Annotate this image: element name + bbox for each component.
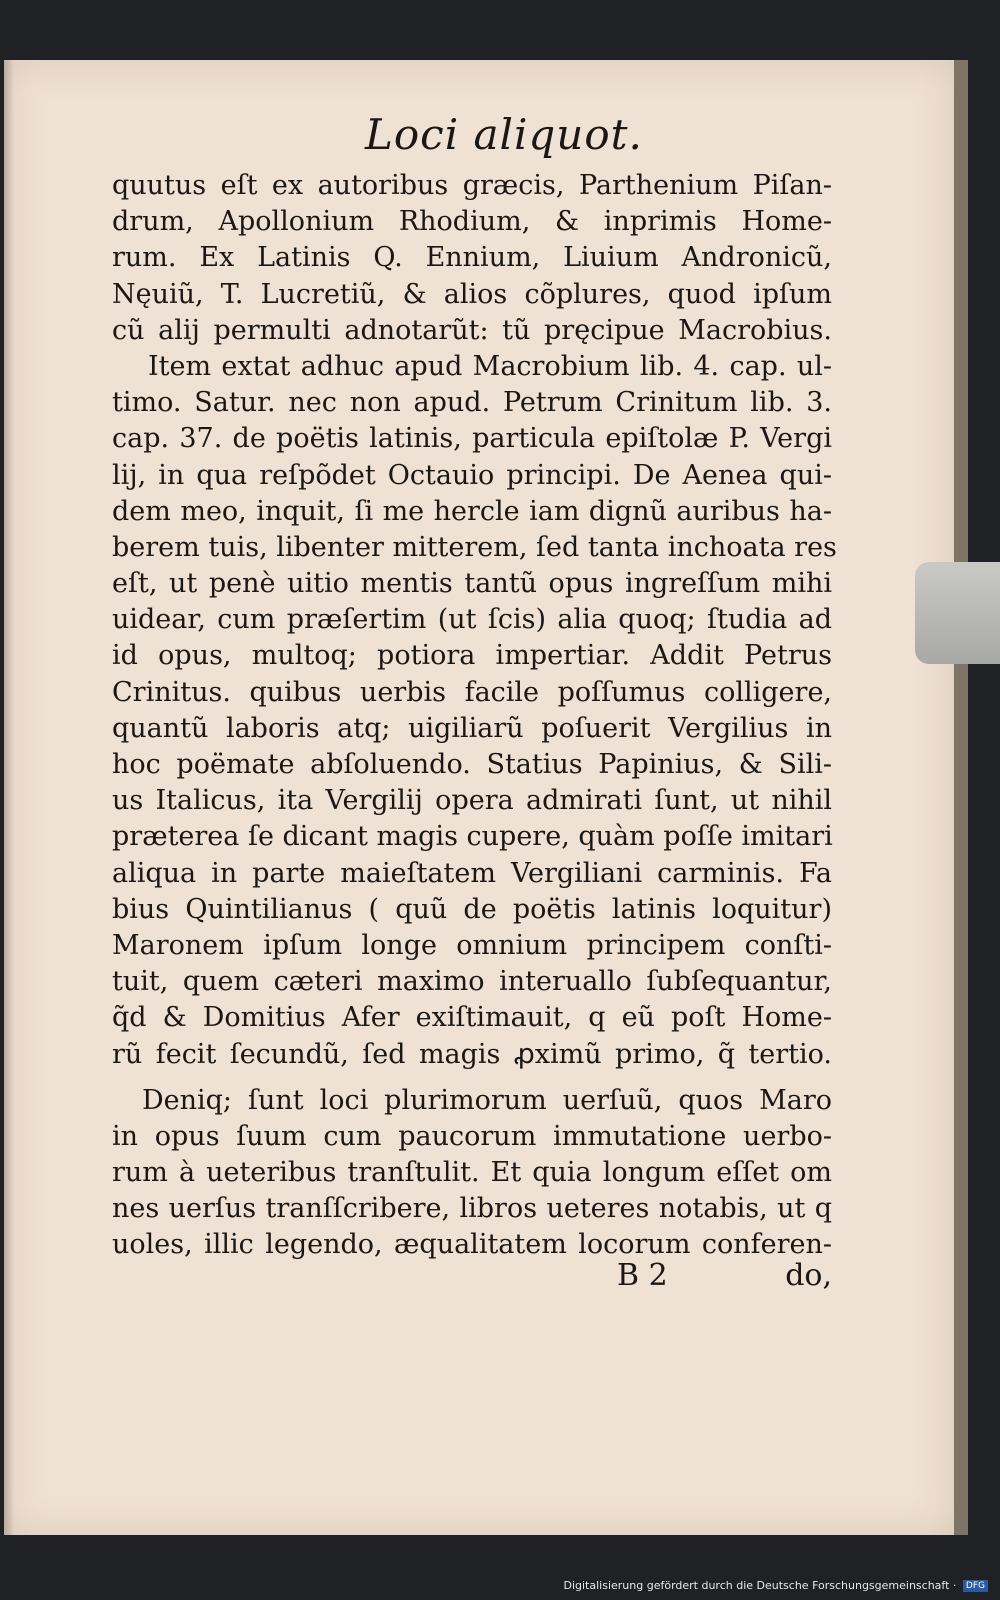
text-line: drum, Apollonium Rhodium, & inprimis Home- (112, 206, 832, 238)
text-line: us Italicus, ita Vergilij opera admirati ſunt, ut nihil (112, 785, 832, 817)
footer-credit (563, 1579, 988, 1592)
text-line: in opus ſuum cum paucorum immutatione uerbo- (112, 1120, 832, 1152)
text-line: rum. Ex Latinis Q. Ennium, Liuium Andronicũ, (112, 242, 832, 274)
text-line: lij, in qua reſpõdet Octauio principi. De Aenea qui- (112, 459, 832, 491)
catchword: do, (785, 1258, 832, 1293)
text-line: q̃d & Domitius Afer exiſtimauit, q eũ poſt Home- (112, 1002, 832, 1034)
text-line: tuit, quem cæteri maximo interuallo ſubſequantur, (112, 966, 832, 998)
text-line: nes uerſus tranſſcribere, libros ueteres notabis, ut q (112, 1193, 832, 1225)
paragraph-3 (112, 1083, 832, 1264)
text-line: rum à ueteribus tranſtulit. Et quia longum eſſet om (112, 1157, 832, 1189)
running-head: Loci aliquot. (365, 110, 643, 159)
page-edge-shadow (4, 60, 14, 1535)
text-line: præterea ſe dicant magis cupere, quàm poſſe imitari (112, 821, 833, 853)
text-line: Deniq; ſunt loci plurimorum uerſuũ, quos Maro (142, 1084, 832, 1116)
text-line: rũ fecit ſecundũ, ſed magis ꝓximũ primo, q̃ tertio. (112, 1038, 832, 1070)
footer-credit-text: Digitalisierung gefördert durch die Deutsche Forschungsgemeinschaft · (563, 1579, 957, 1592)
text-line: Maronem ipſum longe omnium principem conſti- (112, 929, 832, 961)
text-line: dem meo, inquit, ſi me hercle iam dignũ auribus ha- (112, 495, 832, 527)
text-line: berem tuis, libenter mitterem, ſed tanta inchoata res (112, 531, 837, 563)
text-line: uoles, illic legendo, æqualitatem locorum conferen- (112, 1229, 832, 1261)
dfg-logo-icon: DFG (963, 1580, 988, 1592)
text-line: aliqua in parte maieſtatem Vergiliani carminis. Fa (112, 857, 832, 889)
body-text (112, 168, 837, 1264)
paragraph-2 (112, 349, 837, 1073)
paragraph-1 (112, 168, 832, 349)
bookmark-tab (915, 562, 1000, 664)
text-line: id opus, multoq; potiora impertiar. Addit Petrus (112, 640, 832, 672)
text-line: uidear, cum præſertim (ut ſcis) alia quoq; ſtudia ad (112, 604, 832, 636)
text-line: hoc poëmate abſoluendo. Statius Papinius, & Sili- (112, 749, 832, 780)
text-line: cap. 37. de poëtis latinis, particula epiſtolæ P. Vergi (112, 423, 832, 455)
signature-mark: B 2 (617, 1258, 668, 1293)
text-line: eſt, ut penè uitio mentis tantũ opus ingreſſum mihi (112, 568, 832, 600)
text-line: cũ alij permulti adnotarũt: tũ pręcipue Macrobius. (112, 314, 832, 346)
text-line: Nęuiũ, T. Lucretiũ, & alios cõplures, quod ipſum (112, 278, 832, 310)
text-line: quutus eſt ex autoribus græcis, Parthenium Piſan- (112, 170, 832, 201)
text-line: Crinitus. quibus uerbis facile poſſumus colligere, (112, 676, 832, 708)
text-line: Item extat adhuc apud Macrobium lib. 4. cap. ul- (148, 350, 832, 382)
text-line: quantũ laboris atq; uigiliarũ poſuerit Vergilius in (112, 712, 832, 744)
text-line: timo. Satur. nec non apud. Petrum Crinitum lib. 3. (112, 387, 832, 419)
paragraph-gap (112, 1073, 832, 1083)
text-line: bius Quintilianus ( quũ de poëtis latinis loquitur) (112, 893, 832, 925)
